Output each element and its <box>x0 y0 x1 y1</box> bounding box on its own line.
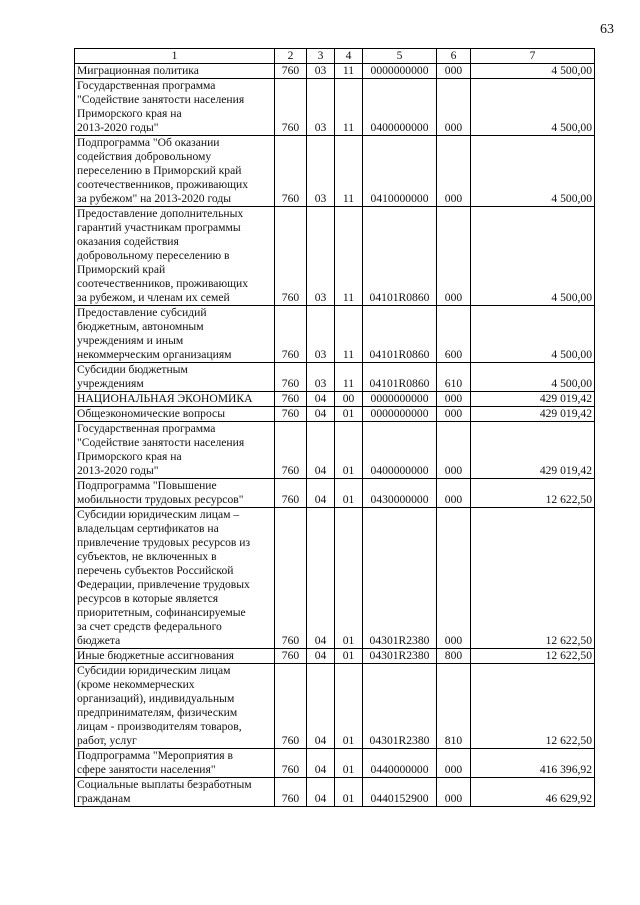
row-name-cell: Государственная программа "Содействие занятости населения Приморского края на 2013-2020 годы" <box>75 79 275 136</box>
row-cell-c2: 760 <box>275 664 307 749</box>
row-cell-c7: 4 500,00 <box>471 207 595 306</box>
row-cell-c2: 760 <box>275 363 307 392</box>
row-cell-c3: 04 <box>307 778 335 807</box>
row-cell-c6: 000 <box>437 778 471 807</box>
row-cell-c7: 12 622,50 <box>471 664 595 749</box>
row-cell-c4: 00 <box>335 392 363 407</box>
row-cell-c4: 11 <box>335 79 363 136</box>
row-cell-c7: 4 500,00 <box>471 64 595 79</box>
row-cell-c4: 01 <box>335 664 363 749</box>
header-cell: 4 <box>335 49 363 64</box>
row-cell-c3: 03 <box>307 79 335 136</box>
row-cell-c3: 04 <box>307 664 335 749</box>
row-cell-c3: 04 <box>307 749 335 778</box>
row-cell-c6: 000 <box>437 207 471 306</box>
row-cell-c3: 04 <box>307 392 335 407</box>
row-cell-c5: 04101R0860 <box>363 363 437 392</box>
row-cell-c4: 11 <box>335 306 363 363</box>
row-cell-c3: 04 <box>307 479 335 508</box>
row-cell-c6: 000 <box>437 407 471 422</box>
row-cell-c7: 4 500,00 <box>471 79 595 136</box>
row-cell-c2: 760 <box>275 207 307 306</box>
table-row <box>75 363 595 392</box>
row-cell-c6: 600 <box>437 306 471 363</box>
table-row <box>75 508 595 649</box>
row-cell-c3: 03 <box>307 363 335 392</box>
row-cell-c5: 0440000000 <box>363 749 437 778</box>
row-cell-c7: 4 500,00 <box>471 363 595 392</box>
row-cell-c4: 11 <box>335 64 363 79</box>
row-cell-c7: 429 019,42 <box>471 392 595 407</box>
row-name-cell: Субсидии юридическим лицам – владельцам сертификатов на привлечение трудовых ресурсов из субъектов, не включенных в перечень субъектов Российской Федерации, привлечение трудовых ресурсов в которые является приоритетным, софинансируемые за счет средств федерального бюджета <box>75 508 275 649</box>
header-cell: 1 <box>75 49 275 64</box>
row-name-cell: Иные бюджетные ассигнования <box>75 649 275 664</box>
row-cell-c4: 01 <box>335 407 363 422</box>
row-cell-c4: 01 <box>335 749 363 778</box>
row-cell-c6: 000 <box>437 422 471 479</box>
row-cell-c2: 760 <box>275 778 307 807</box>
header-cell: 7 <box>471 49 595 64</box>
row-name-cell: Подпрограмма "Повышение мобильности трудовых ресурсов" <box>75 479 275 508</box>
row-cell-c3: 03 <box>307 306 335 363</box>
row-cell-c7: 46 629,92 <box>471 778 595 807</box>
row-cell-c5: 0000000000 <box>363 64 437 79</box>
row-name-cell: Социальные выплаты безработным гражданам <box>75 778 275 807</box>
row-cell-c2: 760 <box>275 479 307 508</box>
table-row <box>75 749 595 778</box>
row-cell-c7: 4 500,00 <box>471 136 595 207</box>
row-cell-c6: 810 <box>437 664 471 749</box>
row-cell-c2: 760 <box>275 64 307 79</box>
row-cell-c2: 760 <box>275 508 307 649</box>
row-cell-c7: 4 500,00 <box>471 306 595 363</box>
row-cell-c2: 760 <box>275 649 307 664</box>
row-name-cell: Субсидии бюджетным учреждениям <box>75 363 275 392</box>
row-cell-c5: 04101R0860 <box>363 207 437 306</box>
row-cell-c3: 03 <box>307 136 335 207</box>
table-row <box>75 664 595 749</box>
table-row <box>75 479 595 508</box>
table-row <box>75 306 595 363</box>
row-cell-c6: 000 <box>437 136 471 207</box>
row-name-cell: Предоставление дополнительных гарантий участникам программы оказания содействия добровольному переселению в Приморский край соотечественников, проживающих за рубежом, и членам их семей <box>75 207 275 306</box>
row-cell-c7: 12 622,50 <box>471 649 595 664</box>
row-name-cell: Субсидии юридическим лицам (кроме некоммерческих организаций), индивидуальным предпринимателям, физическим лицам - производителям товаров, работ, услуг <box>75 664 275 749</box>
row-cell-c6: 000 <box>437 392 471 407</box>
row-cell-c3: 04 <box>307 407 335 422</box>
header-cell: 6 <box>437 49 471 64</box>
row-cell-c7: 416 396,92 <box>471 749 595 778</box>
row-cell-c6: 800 <box>437 649 471 664</box>
row-cell-c2: 760 <box>275 136 307 207</box>
row-cell-c4: 01 <box>335 778 363 807</box>
row-name-cell: НАЦИОНАЛЬНАЯ ЭКОНОМИКА <box>75 392 275 407</box>
table-row <box>75 136 595 207</box>
row-cell-c2: 760 <box>275 79 307 136</box>
row-cell-c2: 760 <box>275 749 307 778</box>
row-cell-c6: 000 <box>437 508 471 649</box>
row-cell-c4: 11 <box>335 207 363 306</box>
row-cell-c5: 0410000000 <box>363 136 437 207</box>
row-cell-c5: 0400000000 <box>363 79 437 136</box>
row-cell-c2: 760 <box>275 306 307 363</box>
table-row <box>75 778 595 807</box>
row-cell-c5: 0440152900 <box>363 778 437 807</box>
row-cell-c3: 03 <box>307 207 335 306</box>
row-cell-c4: 01 <box>335 508 363 649</box>
table-row <box>75 649 595 664</box>
row-cell-c2: 760 <box>275 392 307 407</box>
row-cell-c3: 04 <box>307 508 335 649</box>
row-cell-c7: 429 019,42 <box>471 422 595 479</box>
row-cell-c5: 04101R0860 <box>363 306 437 363</box>
row-cell-c4: 01 <box>335 479 363 508</box>
row-cell-c2: 760 <box>275 407 307 422</box>
row-name-cell: Общеэкономические вопросы <box>75 407 275 422</box>
row-name-cell: Миграционная политика <box>75 64 275 79</box>
row-cell-c2: 760 <box>275 422 307 479</box>
row-cell-c7: 12 622,50 <box>471 479 595 508</box>
header-cell: 2 <box>275 49 307 64</box>
row-cell-c6: 000 <box>437 479 471 508</box>
page-number: 63 <box>600 22 614 37</box>
row-name-cell: Государственная программа "Содействие занятости населения Приморского края на 2013-2020 годы" <box>75 422 275 479</box>
row-cell-c7: 429 019,42 <box>471 407 595 422</box>
row-cell-c5: 0400000000 <box>363 422 437 479</box>
row-cell-c6: 610 <box>437 363 471 392</box>
row-cell-c5: 0000000000 <box>363 407 437 422</box>
row-cell-c6: 000 <box>437 79 471 136</box>
table-row <box>75 422 595 479</box>
row-cell-c5: 04301R2380 <box>363 649 437 664</box>
row-cell-c3: 03 <box>307 64 335 79</box>
table-row <box>75 392 595 407</box>
row-cell-c5: 0000000000 <box>363 392 437 407</box>
row-cell-c4: 01 <box>335 422 363 479</box>
row-cell-c3: 04 <box>307 422 335 479</box>
row-cell-c5: 04301R2380 <box>363 508 437 649</box>
row-cell-c6: 000 <box>437 64 471 79</box>
table-row <box>75 79 595 136</box>
header-cell: 5 <box>363 49 437 64</box>
row-name-cell: Подпрограмма "Об оказании содействия добровольному переселению в Приморский край соотечественников, проживающих за рубежом" на 2013-2020 годы <box>75 136 275 207</box>
row-cell-c7: 12 622,50 <box>471 508 595 649</box>
row-cell-c4: 11 <box>335 363 363 392</box>
table-row <box>75 207 595 306</box>
budget-table <box>74 48 595 807</box>
row-cell-c4: 01 <box>335 649 363 664</box>
row-cell-c5: 0430000000 <box>363 479 437 508</box>
row-cell-c3: 04 <box>307 649 335 664</box>
row-name-cell: Предоставление субсидий бюджетным, автономным учреждениям и иным некоммерческим организациям <box>75 306 275 363</box>
header-cell: 3 <box>307 49 335 64</box>
row-name-cell: Подпрограмма "Мероприятия в сфере занятости населения" <box>75 749 275 778</box>
row-cell-c5: 04301R2380 <box>363 664 437 749</box>
table-row <box>75 407 595 422</box>
row-cell-c4: 11 <box>335 136 363 207</box>
row-cell-c6: 000 <box>437 749 471 778</box>
table-row <box>75 64 595 79</box>
header-row <box>75 49 595 64</box>
